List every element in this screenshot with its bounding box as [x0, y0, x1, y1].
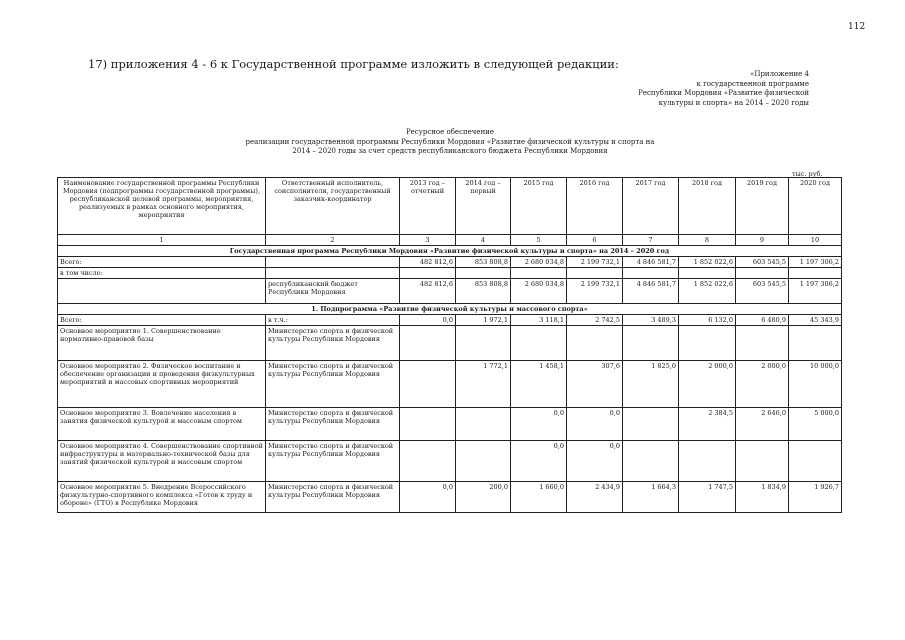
column-index: 1 [58, 235, 266, 246]
resource-table [57, 177, 842, 513]
amount-cell: 1 197 306,2 [789, 279, 842, 304]
amount-cell: 0,0 [511, 408, 567, 441]
amount-cell: 0,0 [567, 441, 623, 482]
resource-heading [190, 128, 710, 157]
amount-cell [511, 268, 567, 279]
amount-cell [456, 408, 511, 441]
row-label: Всего: [58, 315, 266, 326]
measure-name: Основное мероприятие 4. Совершенствование спортивной инфраструктуры и материально-технической базы для занятий физической культурой и массовым спортом [58, 441, 266, 482]
intro-text: 17) приложения 4 - 6 к Государственной программе изложить в следующей редакции: [88, 57, 619, 71]
amount-cell: 1 772,1 [456, 361, 511, 408]
header-year: 2015 год [511, 178, 567, 235]
amount-cell: 0,0 [400, 482, 456, 513]
amount-cell [400, 441, 456, 482]
measure-executor: Министерство спорта и физической культуры Республики Мордовия [266, 361, 400, 408]
amount-cell: 2 199 732,1 [567, 279, 623, 304]
amount-cell [400, 326, 456, 361]
measure-name: Основное мероприятие 5. Внедрение Всероссийского физкультурно-спортивного комплекса «Готов к труду и обороне» (ГТО) в Республике Мордовия [58, 482, 266, 513]
amount-cell: 0,0 [511, 441, 567, 482]
table-row [58, 257, 842, 268]
amount-cell [456, 441, 511, 482]
header-year: 2019 год [736, 178, 789, 235]
header-year: 2020 год [789, 178, 842, 235]
measure-executor: Министерство спорта и физической культуры Республики Мордовия [266, 482, 400, 513]
measure-name: Основное мероприятие 2. Физическое воспитание и обеспечение организации и проведения физкультурных мероприятий и массовых спортивных мероприятий [58, 361, 266, 408]
heading-title: Ресурсное обеспечение [405, 128, 495, 136]
column-index: 10 [789, 235, 842, 246]
amount-cell [789, 326, 842, 361]
amount-cell [789, 268, 842, 279]
table-row [58, 279, 842, 304]
header-year: 2014 год – первый [456, 178, 511, 235]
row-executor: в т.ч.: [266, 315, 400, 326]
amount-cell: 307,6 [567, 361, 623, 408]
amount-cell [567, 268, 623, 279]
column-index: 9 [736, 235, 789, 246]
heading-subtitle: 2014 – 2020 годы за счет средств республиканского бюджета Республики Мордовия [292, 147, 608, 155]
column-index: 6 [567, 235, 623, 246]
amount-cell [679, 326, 736, 361]
header-name: Наименование государственной программы Республики Мордовия (подпрограммы государственной программы), республиканской целевой программы, мероприятия, реализуемых в рамках основного мероприятия, мероприятия [58, 178, 266, 235]
amount-cell: 853 808,8 [456, 257, 511, 268]
table-row [58, 361, 842, 408]
amount-cell: 6 132,0 [679, 315, 736, 326]
amount-cell: 3 118,1 [511, 315, 567, 326]
amount-cell: 0,0 [567, 408, 623, 441]
amount-cell: 3 489,3 [623, 315, 679, 326]
amount-cell: 2 384,5 [679, 408, 736, 441]
amount-cell: 1 972,1 [456, 315, 511, 326]
measure-name: Основное мероприятие 3. Вовлечение населения в занятия физической культурой и массовым спортом [58, 408, 266, 441]
amount-cell: 4 846 581,7 [623, 257, 679, 268]
column-index: 2 [266, 235, 400, 246]
table-row [58, 315, 842, 326]
row-label [58, 279, 266, 304]
amount-cell: 200,0 [456, 482, 511, 513]
amount-cell: 2 000,0 [736, 361, 789, 408]
table-header-row [58, 178, 842, 235]
appendix-note-line: культуры и спорта» на 2014 – 2020 годы [658, 98, 809, 107]
amount-cell [623, 408, 679, 441]
amount-cell: 5 000,0 [789, 408, 842, 441]
amount-cell: 2 199 732,1 [567, 257, 623, 268]
column-index-row [58, 235, 842, 246]
measure-executor: Министерство спорта и физической культуры Республики Мордовия [266, 326, 400, 361]
amount-cell: 2 742,5 [567, 315, 623, 326]
table-row [58, 441, 842, 482]
table-row [58, 268, 842, 279]
measure-name: Основное мероприятие 1. Совершенствование нормативно-правовой базы [58, 326, 266, 361]
table-row [58, 482, 842, 513]
amount-cell: 1 664,3 [623, 482, 679, 513]
amount-cell: 1 458,1 [511, 361, 567, 408]
amount-cell [623, 268, 679, 279]
amount-cell: 482 812,6 [400, 279, 456, 304]
row-label: Всего: [58, 257, 266, 268]
amount-cell: 1 747,5 [679, 482, 736, 513]
amount-cell [736, 441, 789, 482]
amount-cell [623, 326, 679, 361]
amount-cell [400, 268, 456, 279]
amount-cell [456, 268, 511, 279]
subprogram-title: 1. Подпрограмма «Развитие физической культуры и массового спорта» [58, 304, 842, 315]
measure-executor: Министерство спорта и физической культуры Республики Мордовия [266, 408, 400, 441]
header-year: 2018 год [679, 178, 736, 235]
row-executor: республиканский бюджет Республики Мордовия [266, 279, 400, 304]
amount-cell [456, 326, 511, 361]
header-executor: Ответственный исполнитель, соисполнители, государственный заказчик-координатор [266, 178, 400, 235]
page-number: 112 [848, 22, 866, 32]
program-title: Государственная программа Республики Мордовия «Развитие физической культуры и спорта» на 2014 – 2020 год [58, 246, 842, 257]
appendix-note [589, 70, 809, 108]
amount-cell [679, 268, 736, 279]
measure-executor: Министерство спорта и физической культуры Республики Мордовия [266, 441, 400, 482]
amount-cell: 853 808,8 [456, 279, 511, 304]
amount-cell [623, 441, 679, 482]
amount-cell: 4 846 581,7 [623, 279, 679, 304]
row-label: в том числе: [58, 268, 266, 279]
amount-cell: 45 343,9 [789, 315, 842, 326]
amount-cell: 482 812,6 [400, 257, 456, 268]
amount-cell: 1 852 022,6 [679, 257, 736, 268]
amount-cell: 10 000,0 [789, 361, 842, 408]
amount-cell: 603 545,5 [736, 257, 789, 268]
amount-cell: 2 434,9 [567, 482, 623, 513]
header-year: 2013 год – отчетный [400, 178, 456, 235]
amount-cell: 1 834,9 [736, 482, 789, 513]
amount-cell [736, 268, 789, 279]
column-index: 4 [456, 235, 511, 246]
header-year: 2017 год [623, 178, 679, 235]
amount-cell: 1 926,7 [789, 482, 842, 513]
amount-cell [679, 441, 736, 482]
table-row [58, 408, 842, 441]
column-index: 3 [400, 235, 456, 246]
heading-subtitle: реализации государственной программы Республики Мордовия «Развитие физической культуры и спорта на [245, 137, 655, 146]
amount-cell: 2 680 034,8 [511, 257, 567, 268]
column-index: 7 [623, 235, 679, 246]
header-year: 2016 год [567, 178, 623, 235]
row-executor [266, 268, 400, 279]
amount-cell [736, 326, 789, 361]
program-title-row [58, 246, 842, 257]
amount-cell: 2 000,0 [679, 361, 736, 408]
amount-cell [400, 361, 456, 408]
table-row [58, 326, 842, 361]
unit-label: тыс. руб. [792, 170, 823, 178]
amount-cell: 603 545,5 [736, 279, 789, 304]
appendix-note-line: «Приложение 4 [750, 70, 809, 78]
row-executor [266, 257, 400, 268]
amount-cell: 2 680 034,8 [511, 279, 567, 304]
column-index: 8 [679, 235, 736, 246]
amount-cell [511, 326, 567, 361]
amount-cell: 6 480,9 [736, 315, 789, 326]
amount-cell: 1 852 022,6 [679, 279, 736, 304]
amount-cell [400, 408, 456, 441]
amount-cell: 1 825,0 [623, 361, 679, 408]
subprogram-title-row [58, 304, 842, 315]
amount-cell: 0,0 [400, 315, 456, 326]
amount-cell: 1 660,0 [511, 482, 567, 513]
amount-cell: 2 646,0 [736, 408, 789, 441]
appendix-note-line: к государственной программе [696, 79, 809, 88]
amount-cell [789, 441, 842, 482]
appendix-note-line: Республики Мордовия «Развитие физической [638, 89, 809, 97]
amount-cell: 1 197 306,2 [789, 257, 842, 268]
column-index: 5 [511, 235, 567, 246]
amount-cell [567, 326, 623, 361]
